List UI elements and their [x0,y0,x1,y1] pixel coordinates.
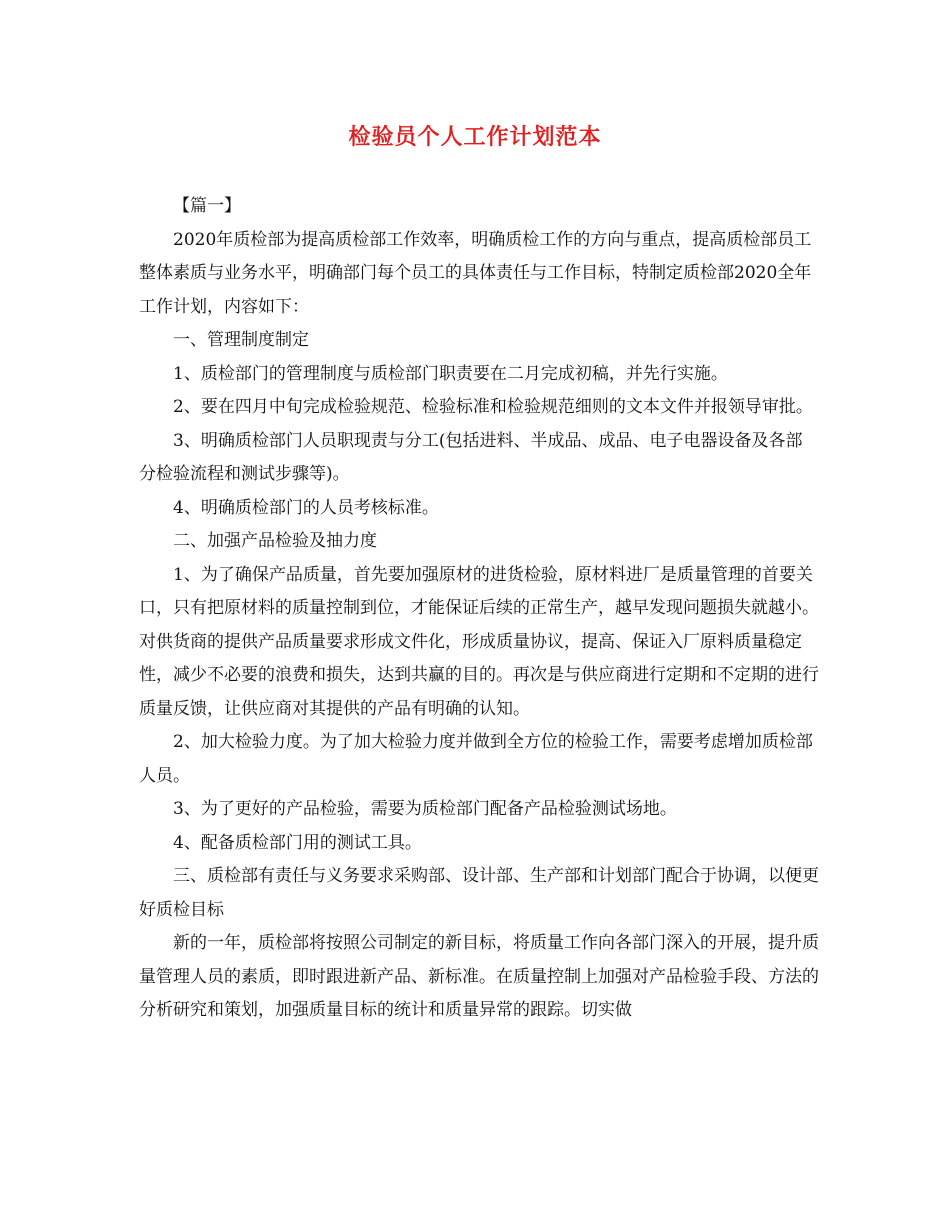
paragraph: 3、为了更好的产品检验，需要为质检部门配备产品检验测试场地。 [173,799,677,819]
paragraph: 1、为了确保产品质量，首先要加强原材的进货检验，原材料进厂是质量管理的首要关口，只有把原材料的质量控制到位，才能保证后续的正常生产，越早发现问题损失就越小。对供货商的提供产品质量要求形成文件化，形成质量协议，提高、保证入厂原料质量稳定性，减少不必要的浪费和损失，达到共赢的目的。再次是与供应商进行定期和不定期的进行质量反馈，让供应商对其提供的产品有明确的认知。 [139,564,819,719]
paragraph: 2020年质检部为提高质检部工作效率，明确质检工作的方向与重点，提高质检部员工整体素质与业务水平，明确部门每个员工的具体责任与工作目标，特制定质检部2020全年工作计划，内容如下： [139,229,812,317]
section-heading: 三、质检部有责任与义务要求采购部、设计部、生产部和计划部门配合于协调，以便更好质检目标 [139,866,819,920]
paragraph: 2、加大检验力度。为了加大检验力度并做到全方位的检验工作，需要考虑增加质检部人员。 [139,732,813,786]
document-body [139,190,819,1028]
section-heading: 二、加强产品检验及抽力度 [173,531,377,551]
paragraph: 2、要在四月中旬完成检验规范、检验标准和检验规范细则的文本文件并报领导审批。 [173,397,813,417]
paragraph: 3、明确质检部门人员职现责与分工(包括进料、半成品、成品、电子电器设备及各部分检验流程和测试步骤等)。 [139,430,803,484]
paragraph: 4、明确质检部门的人员考核标准。 [173,497,439,518]
paragraph: 【篇一】 [173,196,241,216]
document-title: 检验员个人工作计划范本 [348,124,602,150]
paragraph: 4、配备质检部门用的测试工具。 [173,832,422,853]
section-heading: 一、管理制度制定 [173,330,309,350]
paragraph: 1、质检部门的管理制度与质检部门职责要在二月完成初稿，并先行实施。 [173,363,728,384]
paragraph: 新的一年，质检部将按照公司制定的新目标，将质量工作向各部门深入的开展，提升质量管理人员的素质，即时跟进新产品、新标准。在质量控制上加强对产品检验手段、方法的分析研究和策划，加强质量目标的统计和质量异常的跟踪。切实做 [139,933,819,1020]
